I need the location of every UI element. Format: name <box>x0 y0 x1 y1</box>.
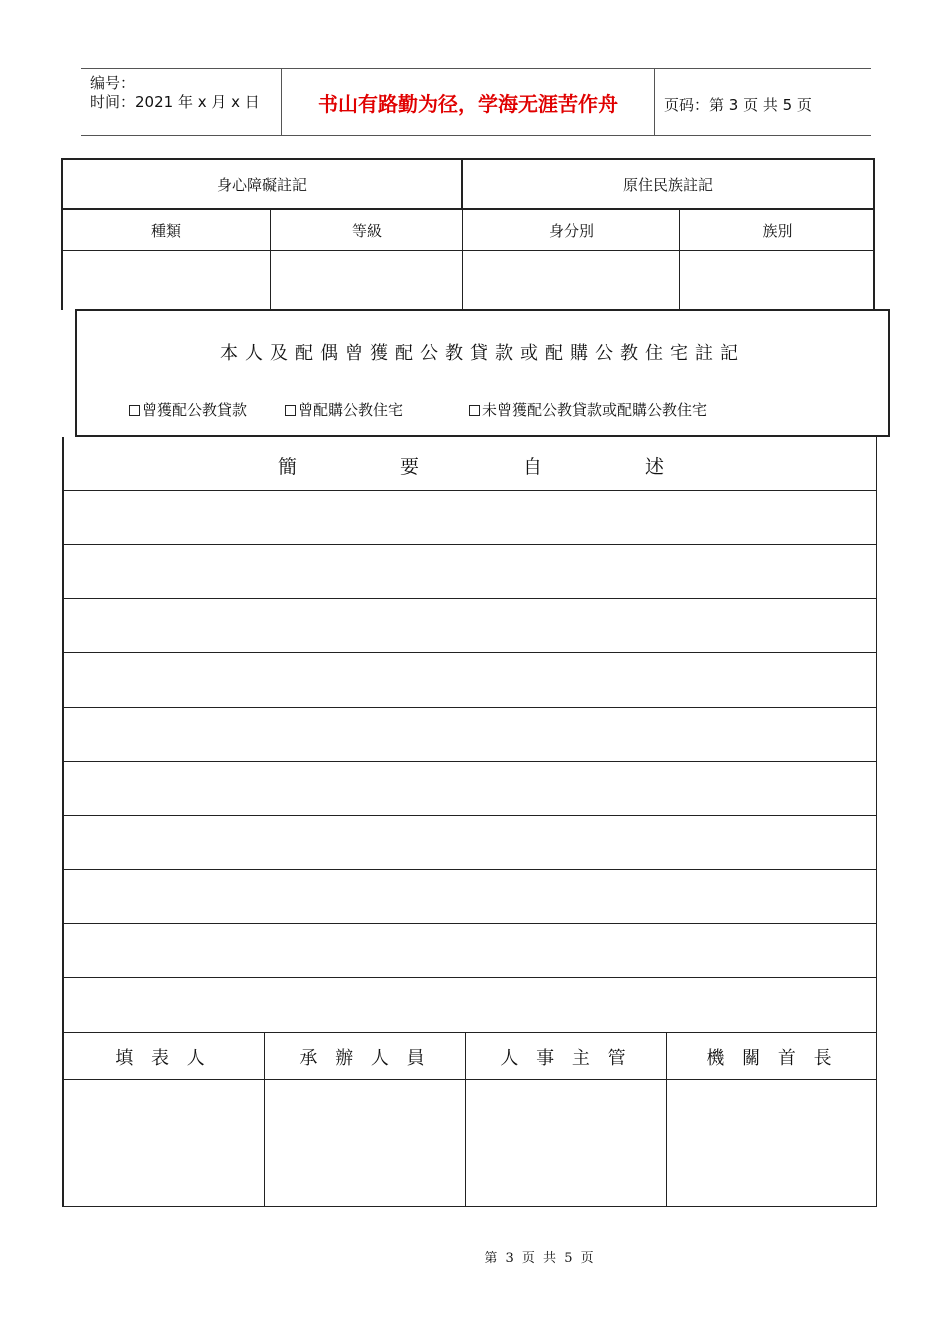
loan-housing-title: 本人及配偶曾獲配公教貸款或配購公教住宅註記 <box>220 343 745 364</box>
header-top-rule <box>81 68 871 69</box>
input-cell-tribe[interactable] <box>681 251 873 309</box>
title-char: 要 <box>400 456 420 478</box>
col-header-identity: 身分別 <box>548 221 594 240</box>
col-header-handler: 承 辦 人 員 <box>299 1047 431 1069</box>
row-divider <box>62 1079 877 1080</box>
col-header-type: 種類 <box>150 221 181 240</box>
signature-cell-hr-supervisor[interactable] <box>467 1081 665 1206</box>
writing-line[interactable] <box>62 761 877 762</box>
writing-line[interactable] <box>62 652 877 653</box>
col-divider <box>270 210 271 310</box>
option-bought-housing[interactable] <box>285 399 403 420</box>
writing-line <box>62 490 877 491</box>
title-char: 簡 <box>278 456 298 478</box>
page-footer: 第 3 页 共 5 页 <box>484 1251 596 1266</box>
page-indicator: 页码：第 3 页 共 5 页 <box>664 96 812 114</box>
indigenous-annotation-title: 原住民族註記 <box>461 158 875 210</box>
writing-line[interactable] <box>62 977 877 978</box>
option-got-loan[interactable] <box>129 399 247 420</box>
document-date: 时间：2021 年 x 月 x 日 <box>90 93 260 111</box>
col-header-agency-head: 機 關 首 長 <box>706 1047 838 1069</box>
input-cell-identity[interactable] <box>464 251 678 309</box>
title-char: 自 <box>523 456 543 478</box>
title-char: 述 <box>645 456 665 478</box>
signature-cell-agency-head[interactable] <box>668 1081 875 1206</box>
writing-line[interactable] <box>62 544 877 545</box>
writing-line[interactable] <box>62 869 877 870</box>
writing-line[interactable] <box>62 707 877 708</box>
col-divider <box>679 210 680 310</box>
signature-cell-handler[interactable] <box>266 1081 464 1206</box>
signature-cell-filler[interactable] <box>64 1081 263 1206</box>
col-divider <box>462 210 463 310</box>
col-header-grade: 等級 <box>351 221 382 240</box>
option-never[interactable] <box>469 399 707 420</box>
header-bottom-rule <box>81 135 871 136</box>
writing-line[interactable] <box>62 815 877 816</box>
disability-annotation-title: 身心障礙註記 <box>61 158 463 210</box>
col-header-hr-supervisor: 人 事 主 管 <box>500 1047 632 1069</box>
writing-line[interactable] <box>62 598 877 599</box>
header-motto: 书山有路勤为径，学海无涯苦作舟 <box>318 92 618 116</box>
writing-line[interactable] <box>62 923 877 924</box>
col-header-tribe: 族別 <box>762 221 793 240</box>
checkbox-icon[interactable] <box>285 405 296 416</box>
input-cell-grade[interactable] <box>272 251 461 309</box>
option-label: 未曾獲配公教貸款或配購公教住宅 <box>482 401 708 419</box>
input-cell-type[interactable] <box>63 251 269 309</box>
autobiography-title <box>62 452 877 482</box>
checkbox-icon[interactable] <box>129 405 140 416</box>
option-label: 曾獲配公教貸款 <box>142 401 248 419</box>
option-label: 曾配購公教住宅 <box>298 401 404 419</box>
col-header-filler: 填 表 人 <box>115 1047 211 1069</box>
checkbox-icon[interactable] <box>469 405 480 416</box>
header-divider-right <box>654 69 655 136</box>
autobiography-frame <box>62 437 877 1033</box>
document-number-label: 编号： <box>90 74 136 92</box>
loan-housing-box <box>75 309 890 437</box>
